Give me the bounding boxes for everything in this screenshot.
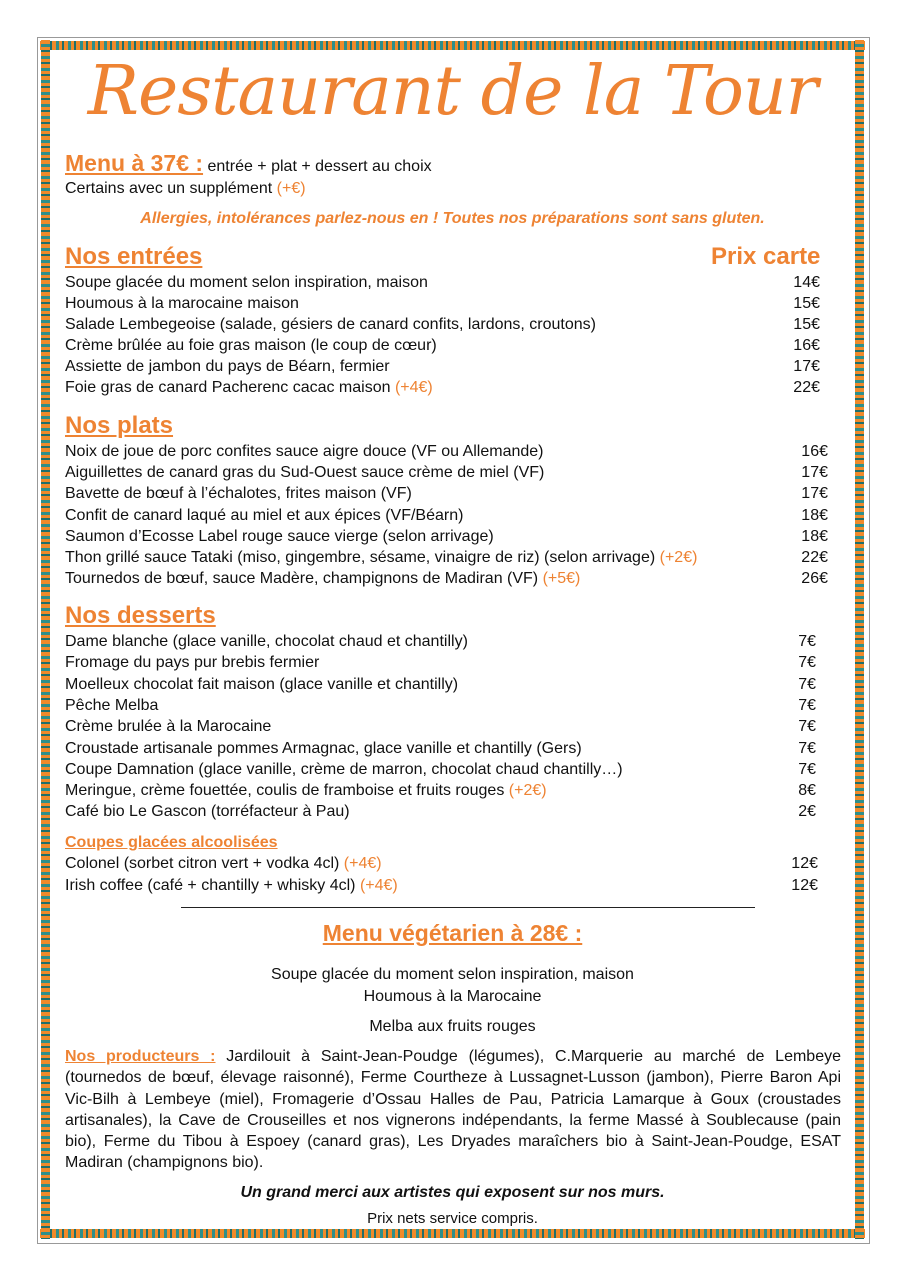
menu-item-name: Foie gras de canard Pacherenc cacac maison <box>65 379 395 396</box>
decorative-border-bottom <box>40 1229 865 1238</box>
menu-item-supplement: (+2€) <box>508 782 547 800</box>
menu-item-name: Salade Lembegeoise (salade, gésiers de canard confits, lardons, croutons) <box>65 316 596 333</box>
menu-item <box>65 781 547 800</box>
supplement-note: Certains avec un supplément (+€) <box>65 180 306 197</box>
section-plats-heading: Nos plats <box>65 412 174 439</box>
menu-item <box>65 675 458 694</box>
menu-item-price: 7€ <box>798 696 816 714</box>
menu-item-name: Houmous à la marocaine maison <box>65 295 299 312</box>
thanks-note: Un grand merci aux artistes qui exposent sur nos murs. <box>240 1184 665 1201</box>
producers-label: Nos producteurs : <box>65 1048 216 1065</box>
menu-item-price: 14€ <box>793 274 820 291</box>
veg-item: Houmous à la Marocaine <box>363 988 542 1005</box>
menu-item-price: 7€ <box>798 718 816 736</box>
menu-offer <box>65 150 432 177</box>
menu-item-price: 7€ <box>798 675 816 693</box>
menu-item <box>65 357 390 376</box>
divider <box>181 907 755 908</box>
net-price-note: Prix nets service compris. <box>367 1210 538 1227</box>
menu-item-name: Thon grillé sauce Tataki (miso, gingembre, sésame, vinaigre de riz) (selon arrivage) <box>65 549 660 566</box>
menu-description: entrée + plat + dessert au choix <box>203 158 432 175</box>
menu-item <box>65 463 544 482</box>
veg-item: Soupe glacée du moment selon inspiration, maison <box>271 966 634 983</box>
menu-item-supplement: (+5€) <box>542 570 581 588</box>
menu-price-heading: Menu à 37€ : <box>65 150 204 176</box>
menu-item-name: Confit de canard laqué au miel et aux épices (VF/Béarn) <box>65 506 464 524</box>
veg-item: Melba aux fruits rouges <box>369 1018 536 1035</box>
menu-item-price: 2€ <box>798 803 816 821</box>
menu-item-price: 15€ <box>793 295 820 312</box>
menu-item-price: 17€ <box>801 485 828 503</box>
menu-item <box>65 802 350 821</box>
menu-item-price: 7€ <box>798 760 816 778</box>
allergy-notice: Allergies, intolérances parlez-nous en ! Toutes nos préparations sont sans gluten. <box>140 210 765 227</box>
menu-item-name: Coupe Damnation (glace vanille, crème de marron, chocolat chaud chantilly…) <box>65 760 623 778</box>
menu-item <box>65 506 463 525</box>
menu-item-name: Meringue, crème fouettée, coulis de framboise et fruits rouges <box>65 782 509 800</box>
menu-item-supplement: (+2€) <box>659 549 698 566</box>
menu-item <box>65 569 580 588</box>
section-entrees-heading: Nos entrées <box>65 243 203 270</box>
menu-item <box>65 739 582 758</box>
menu-item <box>65 717 271 736</box>
veg-menu-heading: Menu végétarien à 28€ : <box>322 920 583 946</box>
menu-item-price: 12€ <box>791 877 818 894</box>
menu-item <box>65 653 319 672</box>
menu-item-name: Bavette de bœuf à l’échalotes, frites maison (VF) <box>65 485 412 503</box>
menu-item-price: 22€ <box>801 549 828 566</box>
menu-item-name: Crème brûlée au foie gras maison (le coup de cœur) <box>65 337 437 354</box>
menu-item-name: Tournedos de bœuf, sauce Madère, champignons de Madiran (VF) <box>65 570 543 588</box>
menu-item-price: 18€ <box>801 527 828 545</box>
menu-item <box>65 484 412 503</box>
menu-item <box>65 527 494 546</box>
menu-item <box>65 760 623 779</box>
restaurant-title: Restaurant de la Tour <box>87 52 818 131</box>
menu-item-price: 7€ <box>798 654 816 672</box>
menu-item-name: Noix de joue de porc confites sauce aigre douce (VF ou Allemande) <box>65 443 544 460</box>
menu-item-price: 16€ <box>801 443 828 460</box>
menu-item-price: 17€ <box>793 358 820 375</box>
menu-item-price: 12€ <box>791 855 818 872</box>
section-desserts-heading: Nos desserts <box>65 602 216 629</box>
menu-item-price: 15€ <box>793 316 820 333</box>
menu-item-name: Moelleux chocolat fait maison (glace vanille et chantilly) <box>65 675 459 693</box>
menu-item <box>65 876 398 895</box>
menu-item <box>65 854 382 873</box>
price-column-heading: Prix carte <box>711 243 821 270</box>
menu-item-name: Dame blanche (glace vanille, chocolat chaud et chantilly) <box>65 633 468 650</box>
menu-item-price: 7€ <box>798 739 816 757</box>
menu-item-name: Café bio Le Gascon (torréfacteur à Pau) <box>65 803 350 821</box>
menu-item-price: 22€ <box>793 379 820 396</box>
menu-item-name: Irish coffee (café + chantilly + whisky 4cl) <box>65 877 360 894</box>
menu-item <box>65 294 299 313</box>
menu-item <box>65 315 596 334</box>
menu-item <box>65 336 437 355</box>
menu-item-name: Crème brulée à la Marocaine <box>65 718 272 736</box>
producers-text: Jardilouit à Saint-Jean-Poudge (légumes), C.Marquerie au marché de Lembeye (tournedos de bœuf, élevage raisonné), Ferme Courtheze à Lussagnet-Lusson (jambon), Pierre Baron Api Vic-Bilh à Lembeye (miel), Fromagerie d’Ossau Halles de Pau, Patricia Lamarque à Goux (croustades artisanales), la Cave de Crouseilles et nos vignerons indépendants, la ferme Massé à Soublecause (pain bio), Ferme du Tibou à Espoey (canard gras), Les Dryades maraîchers bio à Saint-Jean-Poudge, ESAT Madiran (champignons bio). <box>65 1048 841 1172</box>
menu-item-name: Pêche Melba <box>65 696 159 714</box>
menu-item-price: 17€ <box>801 464 828 482</box>
menu-item <box>65 378 433 397</box>
section-coupes-heading: Coupes glacées alcoolisées <box>65 834 278 851</box>
menu-item-price: 26€ <box>801 570 828 588</box>
supplement-mark: (+€) <box>276 180 306 197</box>
menu-item-price: 8€ <box>798 782 816 800</box>
menu-item-supplement: (+4€) <box>343 855 382 872</box>
menu-item <box>65 442 544 461</box>
menu-item <box>65 273 428 292</box>
menu-item-name: Colonel (sorbet citron vert + vodka 4cl) <box>65 855 344 872</box>
menu-item <box>65 632 468 651</box>
menu-item-name: Fromage du pays pur brebis fermier <box>65 654 320 672</box>
menu-item-name: Saumon d’Ecosse Label rouge sauce vierge (selon arrivage) <box>65 527 494 545</box>
menu-item-name: Soupe glacée du moment selon inspiration, maison <box>65 274 428 291</box>
menu-item-price: 18€ <box>801 506 828 524</box>
decorative-border-top <box>40 41 865 50</box>
menu-item-name: Aiguillettes de canard gras du Sud-Ouest sauce crème de miel (VF) <box>65 464 545 482</box>
menu-item-supplement: (+4€) <box>359 877 398 894</box>
menu-item <box>65 548 697 567</box>
menu-item-price: 7€ <box>798 633 816 650</box>
producers-paragraph <box>65 1046 841 1174</box>
menu-item-supplement: (+4€) <box>394 379 433 396</box>
menu-item-price: 16€ <box>793 337 820 354</box>
menu-item <box>65 696 158 715</box>
menu-item-name: Croustade artisanale pommes Armagnac, glace vanille et chantilly (Gers) <box>65 739 582 757</box>
menu-item-name: Assiette de jambon du pays de Béarn, fermier <box>65 358 390 375</box>
